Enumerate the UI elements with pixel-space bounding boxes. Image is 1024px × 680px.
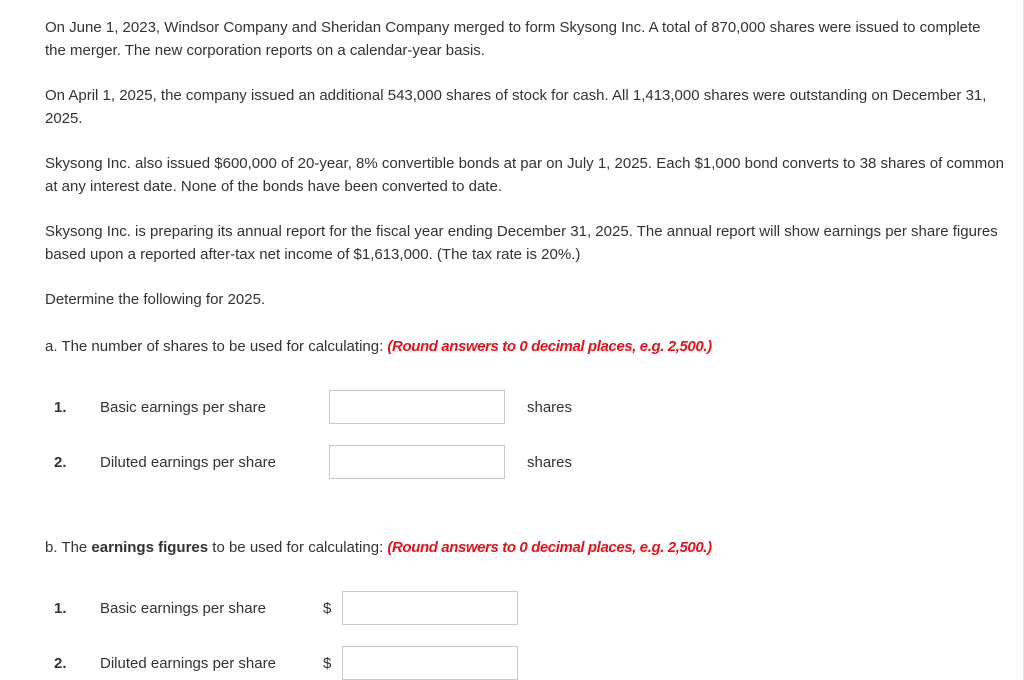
problem-paragraph-stock-issue: On April 1, 2025, the company issued an additional 543,000 shares of stock for cash. All 1,413,000 shares were outstanding on December 31, 2025. (45, 87, 987, 127)
row-label: Diluted earnings per share (100, 654, 276, 672)
basic-eps-shares-input[interactable] (329, 390, 505, 424)
part-a-prompt (45, 335, 1005, 358)
part-b-prompt (45, 536, 1005, 559)
part-a-row-basic (45, 390, 645, 424)
part-a-rounding-instruction: (Round answers to 0 decimal places, e.g. 2,500.) (387, 338, 712, 355)
part-b-rounding-instruction: (Round answers to 0 decimal places, e.g. 2,500.) (387, 539, 712, 556)
currency-symbol: $ (323, 654, 332, 672)
basic-eps-earnings-input[interactable] (342, 591, 518, 625)
part-a-prompt-text: a. The number of shares to be used for calculating: (45, 338, 388, 355)
row-label: Basic earnings per share (100, 398, 266, 416)
row-label: Diluted earnings per share (100, 453, 276, 471)
row-number: 2. (54, 654, 67, 672)
row-number: 2. (54, 453, 67, 471)
currency-symbol: $ (323, 599, 332, 617)
part-b-prompt-bold: earnings figures (91, 539, 209, 556)
determine-instruction: Determine the following for 2025. (45, 291, 266, 308)
part-a-row-diluted (45, 445, 645, 479)
problem-paragraph-bonds: Skysong Inc. also issued $600,000 of 20-year, 8% convertible bonds at par on July 1, 2025. Each $1,000 bond converts to 38 shares of common at any interest date. None of the bonds have been converted to date. (45, 155, 1004, 195)
row-number: 1. (54, 398, 67, 416)
problem-paragraph-merger: On June 1, 2023, Windsor Company and Sheridan Company merged to form Skysong Inc. A total of 870,000 shares were issued to complete the merger. The new corporation reports on a calendar-year basis. (45, 19, 981, 59)
row-label: Basic earnings per share (100, 599, 266, 617)
part-b-prompt-prefix: b. The (45, 539, 92, 556)
part-b-row-diluted (45, 646, 645, 680)
diluted-eps-earnings-input[interactable] (342, 646, 518, 680)
unit-label: shares (527, 453, 573, 471)
diluted-eps-shares-input[interactable] (329, 445, 505, 479)
part-b-prompt-suffix: to be used for calculating: (208, 539, 388, 556)
part-b-row-basic (45, 591, 645, 625)
unit-label: shares (527, 398, 573, 416)
problem-paragraph-annual-report: Skysong Inc. is preparing its annual report for the fiscal year ending December 31, 2025. The annual report will show earnings per share figures based upon a reported after-tax net income of $1,613,000. (The tax rate is 20%.) (45, 223, 998, 263)
row-number: 1. (54, 599, 67, 617)
